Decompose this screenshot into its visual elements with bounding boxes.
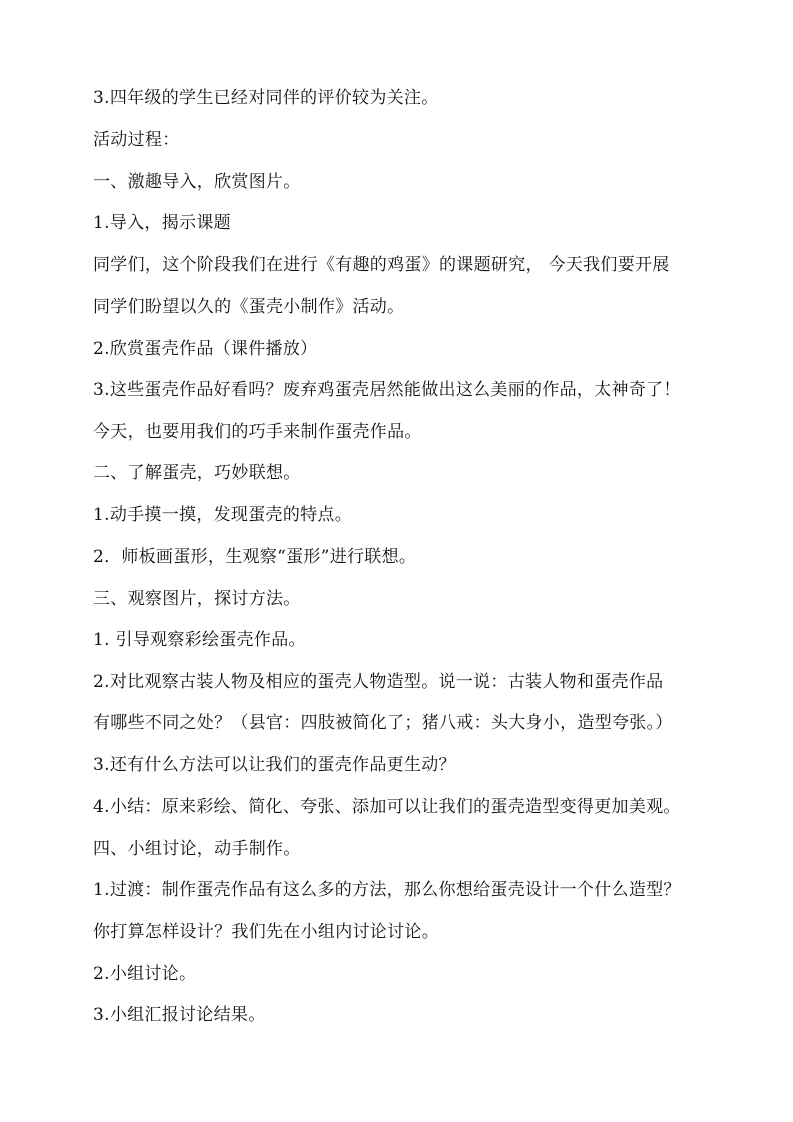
- text-line: 4.小结：原来彩绘、简化、夸张、添加可以让我们的蛋壳造型变得更加美观。: [93, 797, 681, 817]
- text-line: 1.过渡：制作蛋壳作品有这么多的方法，那么你想给蛋壳设计一个什么造型？: [93, 880, 681, 900]
- text-line: 3.这些蛋壳作品好看吗？废弃鸡蛋壳居然能做出这么美丽的作品，太神奇了！: [93, 380, 681, 400]
- text-line: 二、了解蛋壳，巧妙联想。: [93, 463, 301, 483]
- text-line: 同学们盼望以久的《蛋壳小制作》活动。: [93, 297, 405, 317]
- text-line: 今天，也要用我们的巧手来制作蛋壳作品。: [93, 422, 422, 442]
- text-line: 三、观察图片，探讨方法。: [93, 589, 301, 609]
- text-line: 活动过程：: [93, 130, 180, 150]
- text-line: 同学们，这个阶段我们在进行《有趣的鸡蛋》的课题研究， 今天我们要开展: [93, 255, 670, 275]
- text-line: 1.导入，揭示课题: [93, 213, 231, 233]
- text-line: 2．师板画蛋形，生观察“蛋形”进行联想。: [93, 547, 417, 567]
- text-line: 一、激趣导入，欣赏图片。: [93, 172, 301, 192]
- text-line: 3.四年级的学生已经对同伴的评价较为关注。: [93, 88, 439, 108]
- text-line: 你打算怎样设计？我们先在小组内讨论讨论。: [93, 922, 439, 942]
- text-line: 3.还有什么方法可以让我们的蛋壳作品更生动？: [93, 755, 456, 775]
- text-line: 2.小组讨论。: [93, 964, 197, 984]
- text-line: 3.小组汇报讨论结果。: [93, 1005, 266, 1025]
- text-line: 2.对比观察古装人物及相应的蛋壳人物造型。说一说：古装人物和蛋壳作品: [93, 672, 664, 692]
- text-line: 四、小组讨论，动手制作。: [93, 839, 301, 859]
- text-line: 2.欣赏蛋壳作品（课件播放）: [93, 339, 318, 359]
- text-line: 1. 引导观察彩绘蛋壳作品。: [93, 630, 306, 650]
- text-line: 1.动手摸一摸，发现蛋壳的特点。: [93, 505, 353, 525]
- text-line: 有哪些不同之处？（县官：四肢被简化了；猪八戒：头大身小，造型夸张。）: [93, 713, 673, 733]
